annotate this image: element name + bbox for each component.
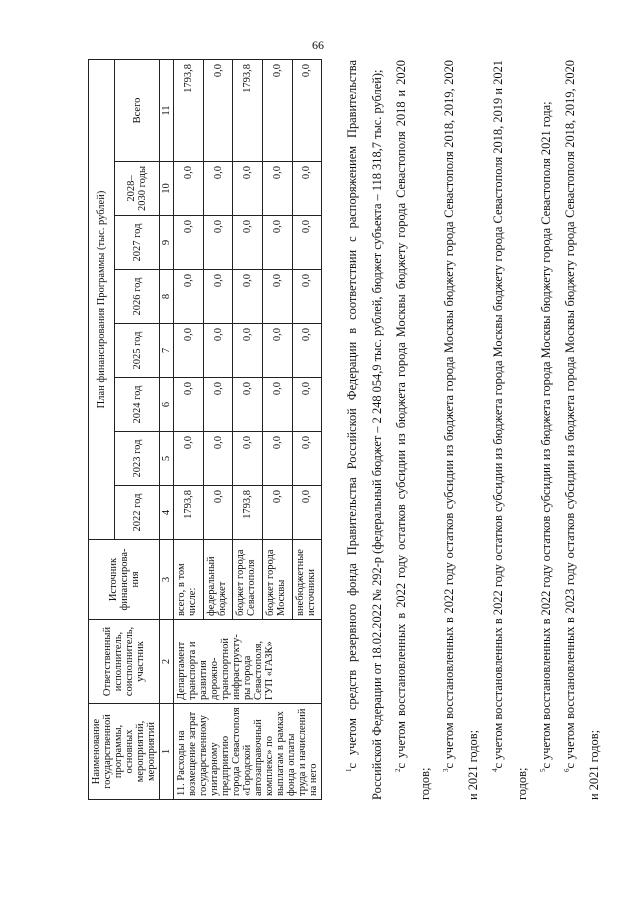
value-cell: 0,0 [174,378,204,432]
value-cell: 0,0 [292,324,322,378]
footnote-text: с учетом средств резервного фонда Правительства Российской Федерации в соответствии с распоряжением Правительства Российской Федерации от 18.02.2022 № 292-р (федеральный бюджет – 2 248 054,9 тыс. рублей, бюджет субъекта – 118 318,7 тыс. рублей); [345,60,384,800]
value-cell: 0,0 [292,270,322,324]
value-cell: 0,0 [174,216,204,270]
source-cell: федеральный бюджет [203,540,233,620]
value-cell: 0,0 [233,378,263,432]
column-index: 1 [160,704,174,800]
value-cell: 0,0 [233,432,263,486]
value-cell: 0,0 [203,162,233,216]
total-cell: 0,0 [292,59,322,161]
total-cell: 0,0 [203,59,233,161]
value-cell: 0,0 [203,216,233,270]
value-cell: 0,0 [174,324,204,378]
value-cell: 0,0 [292,486,322,540]
source-cell: внебюджетные источники [292,540,322,620]
table-row [174,59,204,799]
header-year: 2025 год [115,324,160,378]
footnote-mark: 2 [393,768,402,772]
value-cell: 0,0 [174,270,204,324]
value-cell: 0,0 [292,378,322,432]
total-cell: 1793,8 [233,59,263,161]
header-year: 2022 год [115,486,160,540]
value-cell: 0,0 [233,162,263,216]
value-cell: 0,0 [263,378,293,432]
value-cell: 0,0 [203,432,233,486]
value-cell: 0,0 [233,324,263,378]
source-cell: всего, в том числе: [174,540,204,620]
source-cell: бюджет города Москвы [263,540,293,620]
header-executor: Ответственный исполнитель, соисполнитель, участник [89,620,160,704]
value-cell: 0,0 [263,432,293,486]
value-cell: 0,0 [233,270,263,324]
page-number: 66 [312,38,324,52]
value-cell: 0,0 [203,486,233,540]
value-cell: 0,0 [203,324,233,378]
value-cell: 0,0 [174,432,204,486]
value-cell: 1793,8 [233,486,263,540]
footnote-mark: 4 [490,768,499,772]
footnote [389,60,437,800]
value-cell: 0,0 [203,270,233,324]
footnote [340,60,388,800]
header-year: 2023 год [115,432,160,486]
footnote-mark: 6 [563,768,572,772]
header-plan: План финансирования Программы (тыс. рублей) [89,59,115,539]
rotated-page-content [88,60,608,800]
footnote-mark: 5 [538,768,547,772]
header-year: 2027 год [115,216,160,270]
footnote [558,60,606,800]
header-row-1 [89,59,115,799]
column-index: 9 [160,216,174,270]
footnote [534,60,558,800]
header-year: 2028– 2030 годы [115,162,160,216]
total-cell: 0,0 [263,59,293,161]
header-year: 2024 год [115,378,160,432]
total-cell: 1793,8 [174,59,204,161]
value-cell: 0,0 [263,162,293,216]
header-source: Источник финансирова-ния [89,540,160,620]
column-index: 2 [160,620,174,704]
column-index: 4 [160,486,174,540]
header-name: Наименование государственной программы, основных мероприятий, мероприятий [89,704,160,800]
footnote-text: с учетом восстановленных в 2022 году остатков субсидии из бюджета города Москвы бюджету города Севастополя 2018, 2019 и 2021 годов; [490,60,529,800]
column-index: 10 [160,162,174,216]
value-cell: 0,0 [292,162,322,216]
column-index-row [160,59,174,799]
header-year: 2026 год [115,270,160,324]
footnote-mark: 1 [345,768,354,772]
value-cell: 0,0 [292,432,322,486]
value-cell: 0,0 [263,216,293,270]
value-cell: 0,0 [292,216,322,270]
footnote [437,60,485,800]
column-index: 3 [160,540,174,620]
column-index: 7 [160,324,174,378]
value-cell: 0,0 [263,324,293,378]
footnote-text: с учетом восстановленных в 2023 году остатков субсидии из бюджета города Москвы бюджету города Севастополя 2018, 2019, 2020 и 2021 годов; [563,60,602,800]
value-cell: 0,0 [203,378,233,432]
source-cell: бюджет города Севастополя [233,540,263,620]
measure-name: 11. Расходы на возмещение затрат государственному унитарному предприятию города Севастополя «Городской автозаправочный комплекс» по выплатам в рамках фонда оплаты труда и начислений на него [174,704,322,800]
footnote-text: с учетом восстановленных в 2022 году остатков субсидии из бюджета города Москвы бюджету города Севастополя 2018 и 2020 годов; [393,60,432,800]
footnote-text: с учетом восстановленных в 2022 году остатков субсидии из бюджета города Москвы бюджету города Севастополя 2021 года; [538,101,553,769]
footnote [486,60,534,800]
column-index: 6 [160,378,174,432]
value-cell: 0,0 [233,216,263,270]
column-index: 8 [160,270,174,324]
footnote-text: с учетом восстановленных в 2022 году остатков субсидии из бюджета города Москвы бюджету города Севастополя 2018, 2019, 2020 и 2021 годов; [442,60,481,800]
header-total: Всего [115,59,160,161]
footnote-mark: 3 [442,768,450,772]
value-cell: 0,0 [174,162,204,216]
value-cell: 1793,8 [174,486,204,540]
value-cell: 0,0 [263,486,293,540]
column-index: 5 [160,432,174,486]
executor-name: Департамент транспорта и развития дорожно-транспортной инфраструкту-ры города Севастополя, ГУП «ГАЗК» [174,620,322,704]
footnotes [340,60,606,800]
financing-table [88,59,322,800]
value-cell: 0,0 [263,270,293,324]
column-index: 11 [160,59,174,161]
